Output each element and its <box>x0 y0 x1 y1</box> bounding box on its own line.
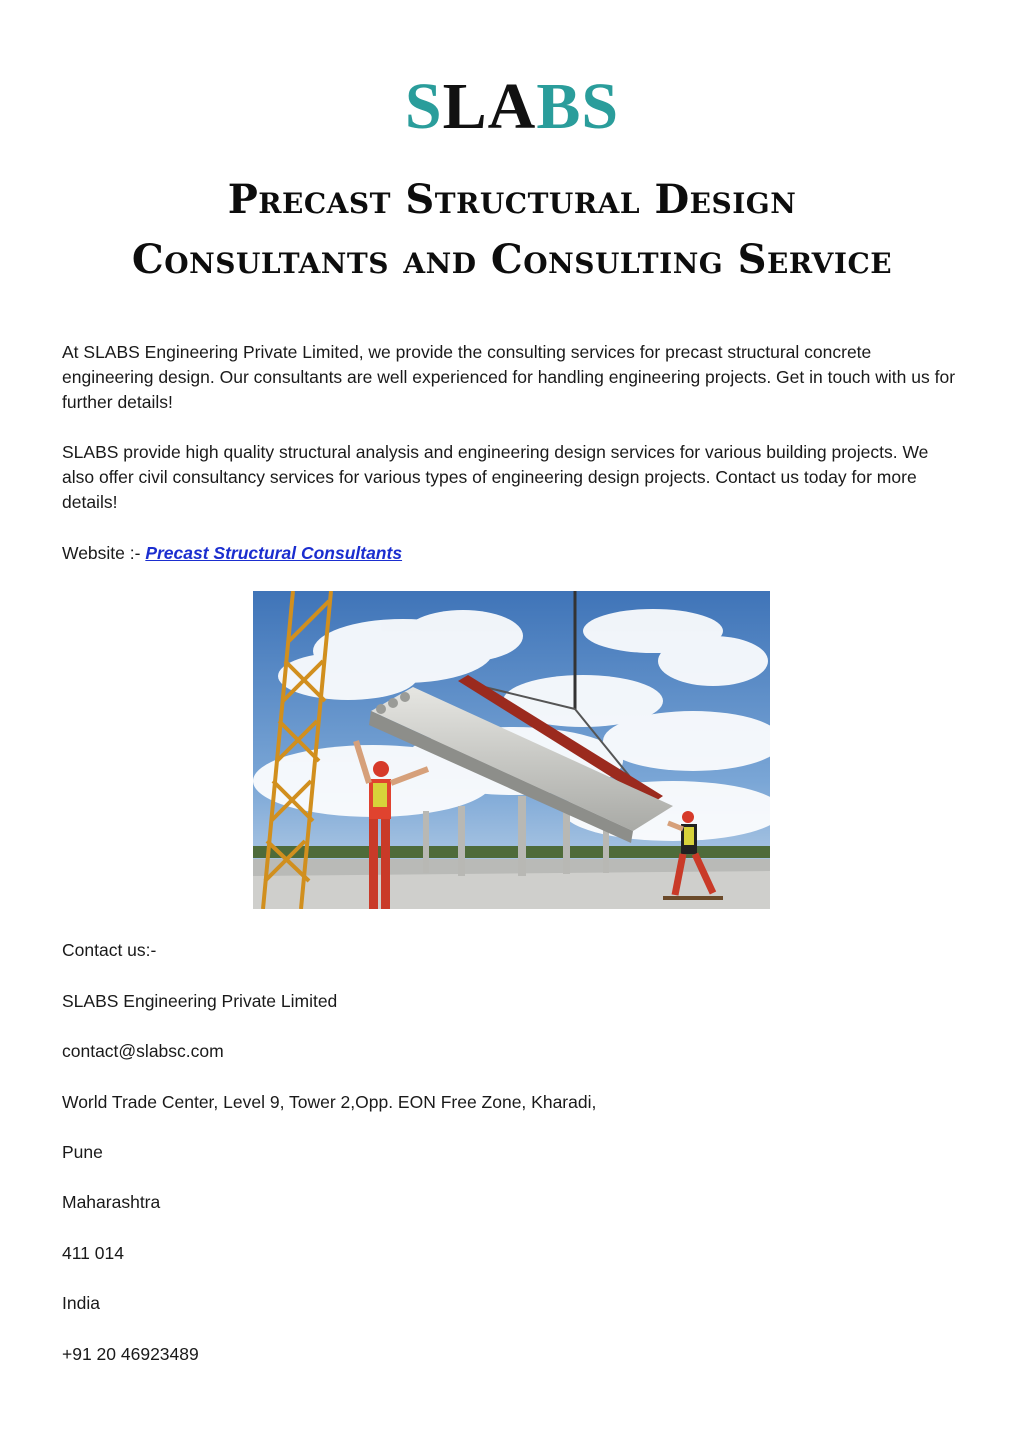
logo-part-2: LA <box>442 70 537 143</box>
website-link[interactable]: Precast Structural Consultants <box>145 543 403 563</box>
intro-paragraph: At SLABS Engineering Private Limited, we provide the consulting services for precast structural concrete engineering design. Our consultants are well experienced for handling engineering projects. Get in touch with us for further details! <box>62 342 956 412</box>
precast-beam-photo <box>253 591 770 909</box>
contact-state: Maharashtra <box>62 1192 161 1212</box>
contact-city: Pune <box>62 1142 103 1162</box>
title-line-2: Consultants and Consulting Service <box>131 236 893 283</box>
contact-heading: Contact us:- <box>62 940 157 960</box>
slabs-logo <box>0 72 1024 142</box>
contact-email: contact@slabsc.com <box>62 1041 224 1061</box>
contact-country: India <box>62 1293 100 1313</box>
title-line-1: Precast Structural Design <box>227 176 797 223</box>
contact-phone: +91 20 46923489 <box>62 1344 199 1364</box>
website-label: Website :- <box>62 543 146 563</box>
contact-company: SLABS Engineering Private Limited <box>62 991 338 1011</box>
contact-address: World Trade Center, Level 9, Tower 2,Opp. EON Free Zone, Kharadi, <box>62 1092 597 1112</box>
services-paragraph: SLABS provide high quality structural analysis and engineering design services for various building projects. We also offer civil consultancy services for various types of engineering design projects. Contact us today for more details! <box>62 442 929 512</box>
contact-pin: 411 014 <box>62 1243 124 1263</box>
logo-part-3: BS <box>536 70 620 143</box>
website-line <box>62 541 962 566</box>
logo-part-1: S <box>404 70 443 143</box>
page-title <box>40 170 984 290</box>
